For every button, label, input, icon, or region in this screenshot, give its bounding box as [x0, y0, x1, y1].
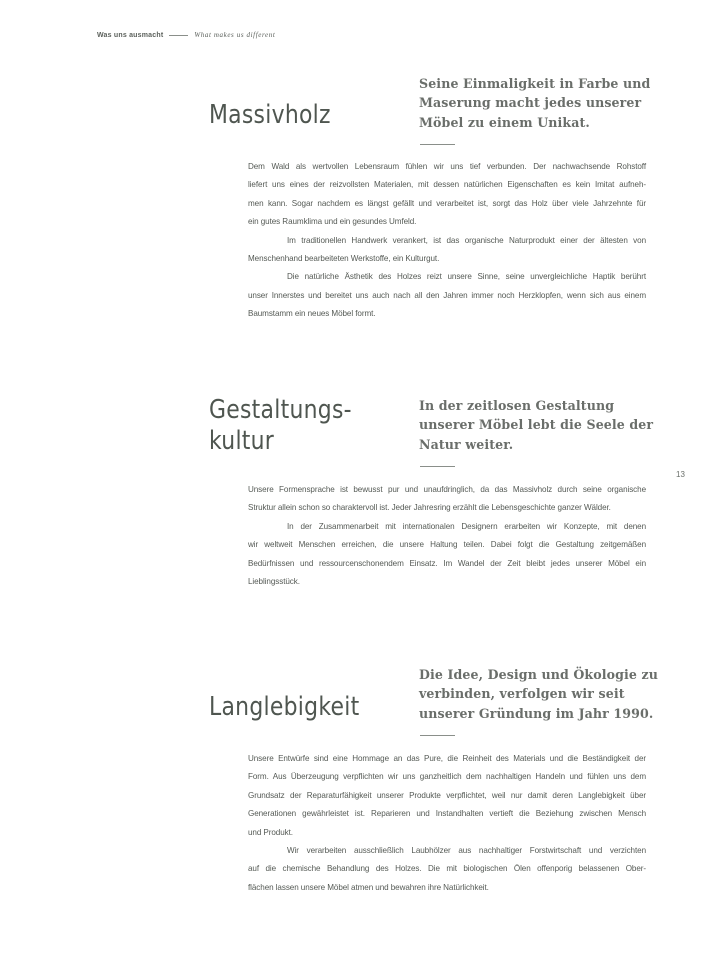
- page-number: 13: [676, 470, 685, 479]
- quote-line: verbinden, verfolgen wir seit: [419, 686, 625, 702]
- body-line: auf die chemische Behandlung des Holzes. Die mit biologischen Ölen offenporig belassenen Ober-: [248, 864, 646, 874]
- body-line: unser Innerstes und bereitet uns auch nach all den Jahren immer noch Herzklopfen, wenn sich aus einem: [248, 290, 646, 300]
- quote-line: Die Idee, Design und Ökologie zu: [419, 667, 659, 682]
- body-line: Bedürfnissen und ressourcenschonendem Einsatz. Im Wandel der Zeit bleibt jedes unserer Möbel ein: [248, 558, 646, 568]
- body-line: Unsere Entwürfe sind eine Hommage an das Pure, die Reinheit des Materials und die Beständigkeit der: [248, 754, 646, 763]
- quote-line: Natur weiter.: [419, 436, 514, 452]
- running-header: [97, 31, 275, 39]
- body-line: Menschenhand bearbeiteten Werkstoffe, ein Kulturgut.: [248, 254, 440, 264]
- quote-line: unserer Gründung im Jahr 1990.: [419, 705, 654, 721]
- section-body: [248, 481, 646, 591]
- section-body: [248, 750, 646, 897]
- section-quote: [419, 74, 659, 132]
- body-line: wir weltweit Menschen erreichen, die unsere Haltung teilen. Dabei folgt die Gestaltung zeitgemäßen: [248, 540, 646, 550]
- section-title-line: Langlebigkeit: [209, 692, 360, 722]
- body-line: Lieblingsstück.: [248, 577, 300, 587]
- body-line: Die natürliche Ästhetik des Holzes reizt unsere Sinne, seine unvergleichliche Haptik berührt: [287, 272, 646, 282]
- body-line: Wir verarbeiten ausschließlich Laubhölzer aus nachhaltiger Forstwirtschaft und verzichten: [287, 846, 646, 856]
- body-line: Unsere Formensprache ist bewusst pur und unaufdringlich, da das Massivholz durch seine organische: [248, 485, 646, 494]
- body-line: und Produkt.: [248, 827, 293, 837]
- quote-line: Seine Einmaligkeit in Farbe und: [419, 76, 651, 91]
- header-divider: [169, 35, 188, 36]
- body-line: Generationen gewährleistet ist. Reparieren und Instandhalten vertieft die Beziehung zwischen Mensch: [248, 809, 646, 819]
- body-line: liefert uns eines der reizvollsten Materialen, mit dessen natürlichen Eigenschaften es kein Imitat aufneh-: [248, 180, 646, 190]
- body-line: Baumstamm ein neues Möbel formt.: [248, 309, 376, 319]
- body-line: In der Zusammenarbeit mit internationalen Designern erarbeiten wir Konzepte, mit denen: [287, 521, 646, 531]
- quote-line: In der zeitlosen Gestaltung: [419, 398, 615, 413]
- section-quote: [419, 665, 659, 723]
- body-line: men kann. Sogar nachdem es längst gefällt und verarbeitet ist, sorgt das Holz über viele Jahrzehnte für: [248, 198, 646, 208]
- quote-line: Möbel zu einem Unikat.: [419, 114, 590, 130]
- quote-line: Maserung macht jedes unserer: [419, 95, 642, 111]
- section-body: [248, 158, 646, 324]
- body-line: Im traditionellen Handwerk verankert, ist das organische Naturprodukt einer der ältesten von: [287, 235, 646, 245]
- body-line: Dem Wald als wertvollen Lebensraum fühlen wir uns tief verbunden. Der nachwachsende Rohstoff: [248, 162, 646, 171]
- quote-divider: [420, 466, 455, 467]
- quote-divider: [420, 735, 455, 736]
- section-title: [209, 100, 331, 131]
- section-title-line: Gestaltungs-: [209, 395, 352, 425]
- body-line: ein gutes Raumklima und ein gesundes Umfeld.: [248, 217, 417, 227]
- section-title-line: kultur: [209, 426, 275, 456]
- section-title: [209, 395, 352, 457]
- body-line: Struktur allein schon so charaktervoll ist. Jeder Jahresring erzählt die Lebensgeschichte ganzer Wälder.: [248, 503, 611, 513]
- section-quote: [419, 396, 659, 454]
- header-title-de: Was uns ausmacht: [97, 31, 164, 39]
- body-line: Grundsatz der Reparaturfähigkeit unserer Produkte verpflichtet, weil nur damit deren Langlebigkeit über: [248, 790, 646, 800]
- section-title: [209, 692, 359, 723]
- section-title-line: Massivholz: [209, 100, 331, 130]
- header-title-en: What makes us different: [194, 31, 276, 39]
- quote-line: unserer Möbel lebt die Seele der: [419, 417, 654, 433]
- body-line: Form. Aus Überzeugung verpflichten wir uns ganzheitlich dem nachhaltigen Handeln und fühlen uns dem: [248, 772, 646, 782]
- quote-divider: [420, 144, 455, 145]
- body-line: flächen lassen unsere Möbel atmen und bewahren ihre Natürlichkeit.: [248, 882, 489, 892]
